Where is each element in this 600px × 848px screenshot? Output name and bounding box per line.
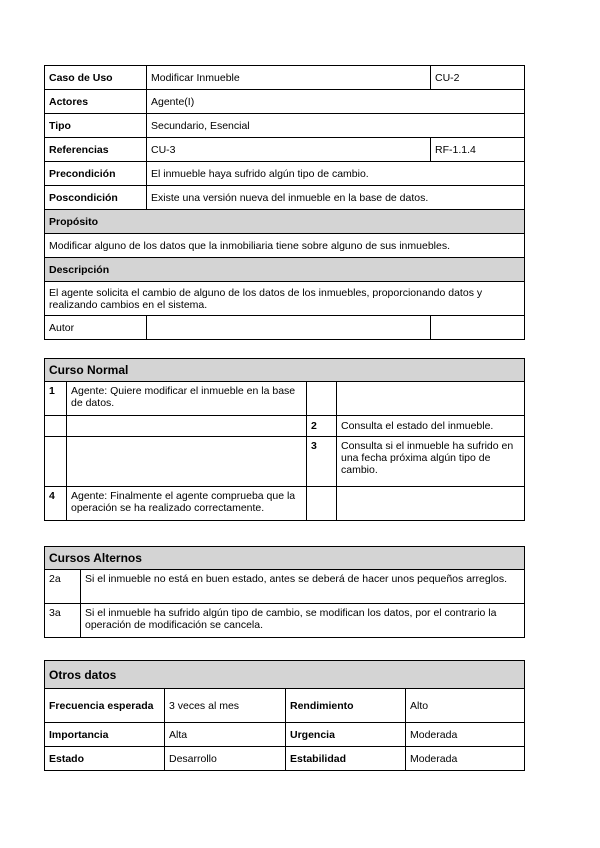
use-case-table <box>44 65 525 340</box>
tipo-label: Tipo <box>45 114 147 138</box>
referencias-value: CU-3 <box>147 138 431 162</box>
step-actor-text: Agente: Finalmente el agente comprueba que la operación se ha realizado correctamente. <box>67 487 307 521</box>
alt-id: 3a <box>45 604 81 638</box>
referencias-rf: RF-1.1.4 <box>431 138 525 162</box>
row-descripcion-header <box>45 258 525 282</box>
row-proposito <box>45 234 525 258</box>
otros-datos-table <box>44 660 525 771</box>
frecuencia-label: Frecuencia esperada <box>45 689 165 723</box>
step-actor-text <box>67 416 307 437</box>
otros-datos-title: Otros datos <box>45 661 525 689</box>
row-caso-de-uso <box>45 66 525 90</box>
otros-row <box>45 747 525 771</box>
actores-label: Actores <box>45 90 147 114</box>
row-poscondicion <box>45 186 525 210</box>
urgencia-label: Urgencia <box>286 723 406 747</box>
descripcion-value: El agente solicita el cambio de alguno de los datos de los inmuebles, proporcionando datos y realizando cambios en el sistema. <box>45 282 525 316</box>
rendimiento-value: Alto <box>406 689 525 723</box>
step-row <box>45 487 525 521</box>
step-system-text <box>337 382 525 416</box>
precondicion-label: Precondición <box>45 162 147 186</box>
step-system-number <box>307 487 337 521</box>
alt-row <box>45 604 525 638</box>
caso-value: Modificar Inmueble <box>147 66 431 90</box>
caso-id: CU-2 <box>431 66 525 90</box>
curso-normal-header-row <box>45 359 525 382</box>
otros-datos-header-row <box>45 661 525 689</box>
curso-normal-title: Curso Normal <box>45 359 525 382</box>
descripcion-label: Descripción <box>45 258 525 282</box>
alt-text: Si el inmueble ha sufrido algún tipo de cambio, se modifican los datos, por el contrario la operación de modificación se cancela. <box>81 604 525 638</box>
step-system-text: Consulta el estado del inmueble. <box>337 416 525 437</box>
step-number <box>45 416 67 437</box>
step-system-number <box>307 382 337 416</box>
estado-value: Desarrollo <box>165 747 286 771</box>
importancia-value: Alta <box>165 723 286 747</box>
importancia-label: Importancia <box>45 723 165 747</box>
autor-value <box>147 316 431 340</box>
estado-label: Estado <box>45 747 165 771</box>
precondicion-value: El inmueble haya sufrido algún tipo de cambio. <box>147 162 525 186</box>
estabilidad-label: Estabilidad <box>286 747 406 771</box>
curso-normal-table <box>44 358 525 521</box>
estabilidad-value: Moderada <box>406 747 525 771</box>
rendimiento-label: Rendimiento <box>286 689 406 723</box>
autor-label: Autor <box>45 316 147 340</box>
row-precondicion <box>45 162 525 186</box>
step-number <box>45 437 67 487</box>
cursos-alternos-header-row <box>45 547 525 570</box>
urgencia-value: Moderada <box>406 723 525 747</box>
step-number: 4 <box>45 487 67 521</box>
caso-label: Caso de Uso <box>45 66 147 90</box>
step-system-text: Consulta si el inmueble ha sufrido en una fecha próxima algún tipo de cambio. <box>337 437 525 487</box>
poscondicion-value: Existe una versión nueva del inmueble en la base de datos. <box>147 186 525 210</box>
alt-row <box>45 570 525 604</box>
step-actor-text <box>67 437 307 487</box>
row-actores <box>45 90 525 114</box>
step-number: 1 <box>45 382 67 416</box>
frecuencia-value: 3 veces al mes <box>165 689 286 723</box>
row-tipo <box>45 114 525 138</box>
row-proposito-header <box>45 210 525 234</box>
cursos-alternos-table <box>44 546 525 638</box>
step-row <box>45 437 525 487</box>
proposito-value: Modificar alguno de los datos que la inmobiliaria tiene sobre alguno de sus inmuebles. <box>45 234 525 258</box>
step-system-number: 2 <box>307 416 337 437</box>
tipo-value: Secundario, Esencial <box>147 114 525 138</box>
poscondicion-label: Poscondición <box>45 186 147 210</box>
alt-id: 2a <box>45 570 81 604</box>
row-descripcion <box>45 282 525 316</box>
alt-text: Si el inmueble no está en buen estado, antes se deberá de hacer unos pequeños arreglos. <box>81 570 525 604</box>
referencias-label: Referencias <box>45 138 147 162</box>
proposito-label: Propósito <box>45 210 525 234</box>
step-system-text <box>337 487 525 521</box>
step-row <box>45 382 525 416</box>
cursos-alternos-title: Cursos Alternos <box>45 547 525 570</box>
step-system-number: 3 <box>307 437 337 487</box>
step-actor-text: Agente: Quiere modificar el inmueble en la base de datos. <box>67 382 307 416</box>
otros-row <box>45 723 525 747</box>
autor-extra <box>431 316 525 340</box>
row-autor <box>45 316 525 340</box>
otros-row <box>45 689 525 723</box>
actores-value: Agente(I) <box>147 90 525 114</box>
row-referencias <box>45 138 525 162</box>
step-row <box>45 416 525 437</box>
